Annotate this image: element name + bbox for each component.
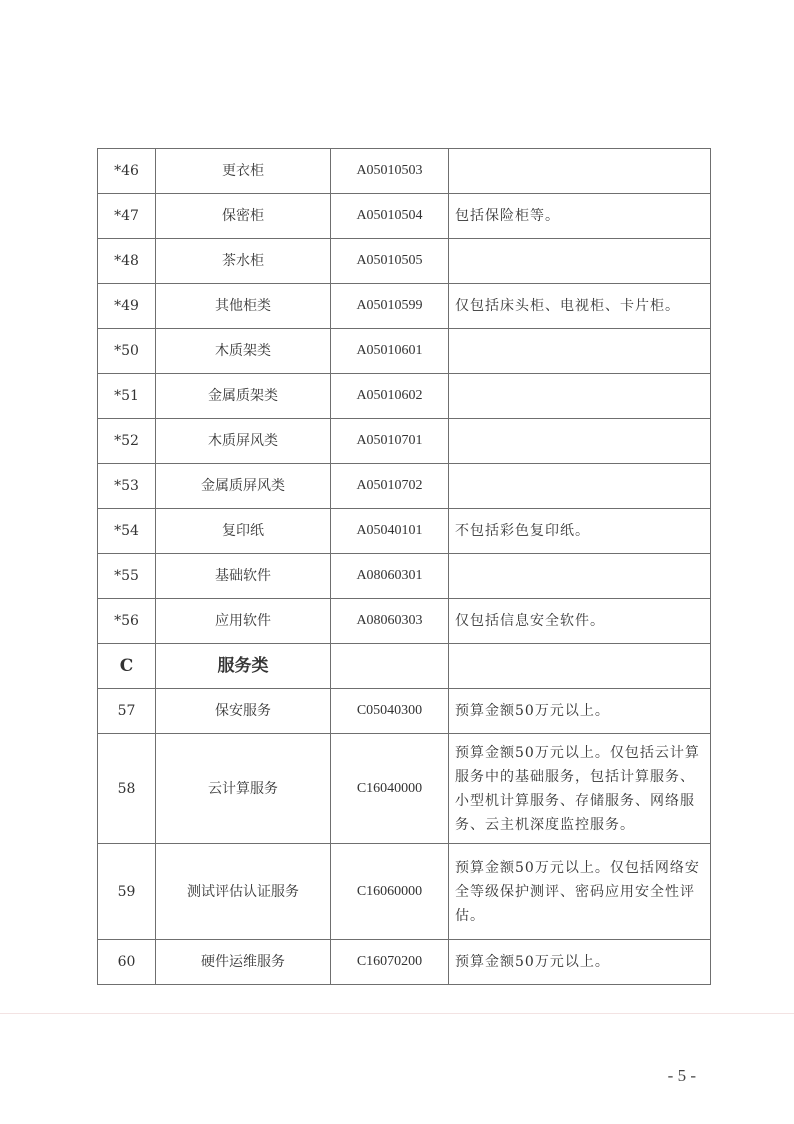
item-name: 更衣柜 (156, 149, 331, 194)
item-name: 金属质架类 (156, 374, 331, 419)
procurement-catalog-table (97, 148, 711, 985)
empty-cell (331, 644, 449, 689)
table-row (98, 599, 711, 644)
item-number: 57 (98, 689, 156, 734)
footer-divider (0, 1013, 794, 1014)
item-note (449, 329, 711, 374)
item-code: A05010602 (331, 374, 449, 419)
page-number: - 5 - (667, 1066, 696, 1085)
item-number: 60 (98, 940, 156, 985)
item-note (449, 239, 711, 284)
item-code: C05040300 (331, 689, 449, 734)
item-name: 其他柜类 (156, 284, 331, 329)
table-row (98, 940, 711, 985)
item-number: *53 (98, 464, 156, 509)
item-number: *51 (98, 374, 156, 419)
item-note: 不包括彩色复印纸。 (449, 509, 711, 554)
item-number: *48 (98, 239, 156, 284)
item-note (449, 554, 711, 599)
item-code: A05010504 (331, 194, 449, 239)
item-note: 仅包括床头柜、电视柜、卡片柜。 (449, 284, 711, 329)
item-note (449, 464, 711, 509)
item-code: A05010601 (331, 329, 449, 374)
section-header-row (98, 644, 711, 689)
section-title: 服务类 (156, 644, 331, 689)
table-row (98, 844, 711, 940)
item-number: 58 (98, 734, 156, 844)
item-name: 木质架类 (156, 329, 331, 374)
item-note (449, 149, 711, 194)
item-code: A05010701 (331, 419, 449, 464)
item-code: A05010503 (331, 149, 449, 194)
item-name: 保安服务 (156, 689, 331, 734)
table-row (98, 374, 711, 419)
item-code: C16060000 (331, 844, 449, 940)
item-number: *54 (98, 509, 156, 554)
item-code: A05010702 (331, 464, 449, 509)
item-code: A08060303 (331, 599, 449, 644)
item-note: 预算金额50万元以上。仅包括云计算服务中的基础服务，包括计算服务、小型机计算服务、存储服务、网络服务、云主机深度监控服务。 (449, 734, 711, 844)
table-row (98, 689, 711, 734)
item-number: *50 (98, 329, 156, 374)
item-code: A05010599 (331, 284, 449, 329)
item-code: A08060301 (331, 554, 449, 599)
item-name: 基础软件 (156, 554, 331, 599)
item-note: 预算金额50万元以上。仅包括网络安全等级保护测评、密码应用安全性评估。 (449, 844, 711, 940)
section-letter: C (98, 644, 156, 689)
item-name: 云计算服务 (156, 734, 331, 844)
table-row (98, 149, 711, 194)
table-row (98, 734, 711, 844)
item-note: 仅包括信息安全软件。 (449, 599, 711, 644)
item-note: 预算金额50万元以上。 (449, 689, 711, 734)
item-note: 预算金额50万元以上。 (449, 940, 711, 985)
item-number: *49 (98, 284, 156, 329)
item-code: A05040101 (331, 509, 449, 554)
item-name: 硬件运维服务 (156, 940, 331, 985)
item-name: 测试评估认证服务 (156, 844, 331, 940)
table-row (98, 239, 711, 284)
item-note: 包括保险柜等。 (449, 194, 711, 239)
item-note (449, 374, 711, 419)
table-row (98, 329, 711, 374)
item-code: A05010505 (331, 239, 449, 284)
item-number: *52 (98, 419, 156, 464)
table-row (98, 419, 711, 464)
item-number: *56 (98, 599, 156, 644)
table-row (98, 554, 711, 599)
table-row (98, 509, 711, 554)
item-number: 59 (98, 844, 156, 940)
item-code: C16070200 (331, 940, 449, 985)
empty-cell (449, 644, 711, 689)
table-row (98, 194, 711, 239)
item-name: 应用软件 (156, 599, 331, 644)
item-note (449, 419, 711, 464)
item-code: C16040000 (331, 734, 449, 844)
item-number: *47 (98, 194, 156, 239)
item-name: 木质屏风类 (156, 419, 331, 464)
item-name: 茶水柜 (156, 239, 331, 284)
item-name: 金属质屏风类 (156, 464, 331, 509)
item-number: *46 (98, 149, 156, 194)
item-number: *55 (98, 554, 156, 599)
table-row (98, 464, 711, 509)
table-row (98, 284, 711, 329)
item-name: 复印纸 (156, 509, 331, 554)
item-name: 保密柜 (156, 194, 331, 239)
